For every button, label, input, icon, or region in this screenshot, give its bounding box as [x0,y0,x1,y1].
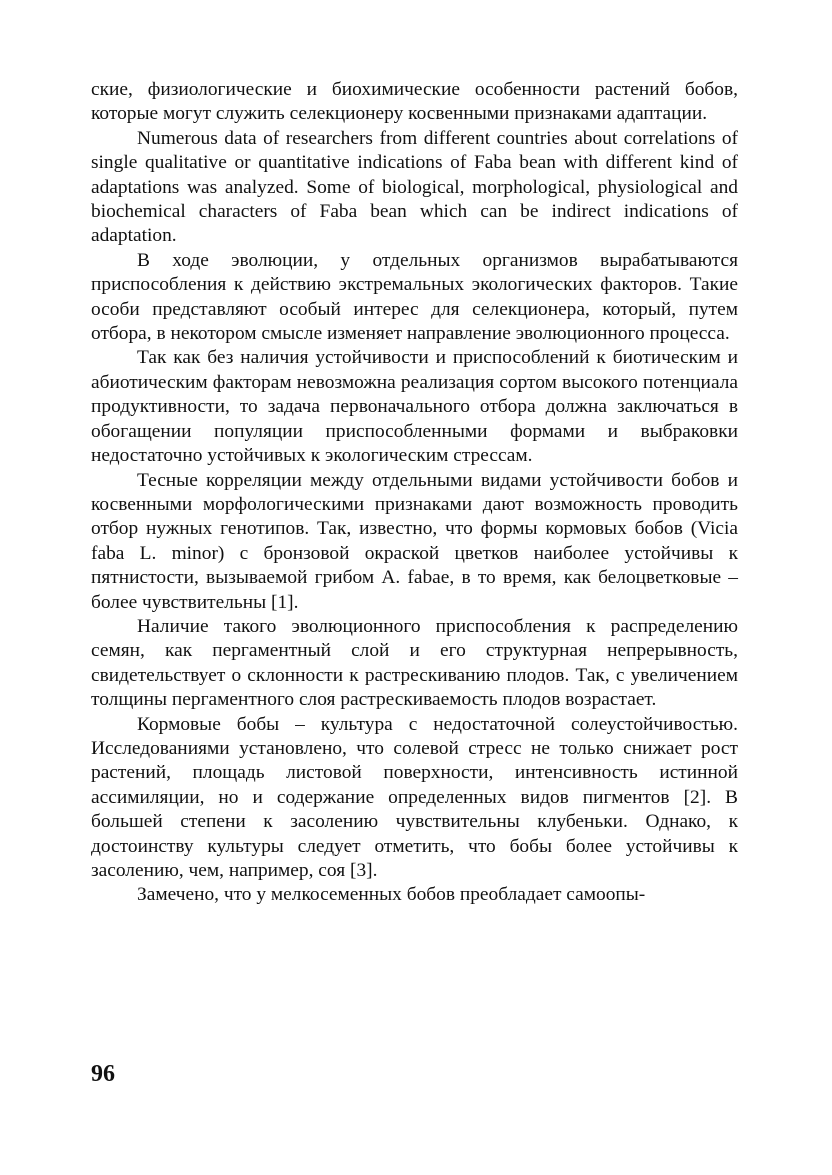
paragraph-salt-tolerance: Кормовые бобы – культура с недостаточной солеустойчивостью. Исследованиями установлено, что солевой стресс не только снижает рост растений, площадь листовой поверхности, интенсивность истинной ассимиляции, но и содержание определенных видов пигментов [2]. В большей степени к засолению чувствительны клубеньки. Однако, к достоинству культуры следует отметить, что бобы более устойчивы к засолению, чем, например, соя [3]. [91,713,738,881]
paragraph-selection-task: Так как без наличия устойчивости и приспособлений к биотическим и абиотическим факторам невозможна реализация сортом высокого потенциала продуктивности, то задача первоначального отбора должна заключаться в обогащении популяции приспособленными формами и выбраковки недостаточно устойчивых к экологическим стрессам. [91,347,738,467]
paragraph-english-summary: Numerous data of researchers from different countries about correlations of single qualitative or quantitative indications of Faba bean with different kind of adaptations was analyzed. Some of biological, morphological, physiological and biochemical characters of Faba bean which can be indirect indications of adaptation. [91,127,738,247]
page-number: 96 [91,1061,115,1087]
paragraph-evolution: В ходе эволюции, у отдельных организмов вырабатываются приспособления к действию экстремальных экологических факторов. Такие особи представляют особый интерес для селекционера, который, путем отбора, в некотором смысле изменяет направление эволюционного процесса. [91,249,738,345]
paragraph-self-pollination: Замечено, что у мелкосеменных бобов преобладает самоопы- [137,884,646,906]
page-body [91,78,738,908]
paragraph-seed-dispersal: Наличие такого эволюционного приспособления к распределению семян, как пергаментный слой и его структурная непрерывность, свидетельствует о склонности к растрескиванию плодов. Так, с увеличением толщины пергаментного слоя растрескиваемость плодов возрастает. [91,615,738,711]
paragraph-correlations: Тесные корреляции между отдельными видами устойчивости бобов и косвенными морфологическими признаками дают возможность проводить отбор нужных генотипов. Так, известно, что формы кормовых бобов (Vicia faba L. minor) с бронзовой окраской цветков наиболее устойчивы к пятнистости, вызываемой грибом A. fabae, в то время, как белоцветковые – более чувствительны [1]. [91,469,738,613]
paragraph-continuation: ские, физиологические и биохимические особенности растений бобов, которые могут служить селекционеру косвенными признаками адаптации. [91,79,738,125]
